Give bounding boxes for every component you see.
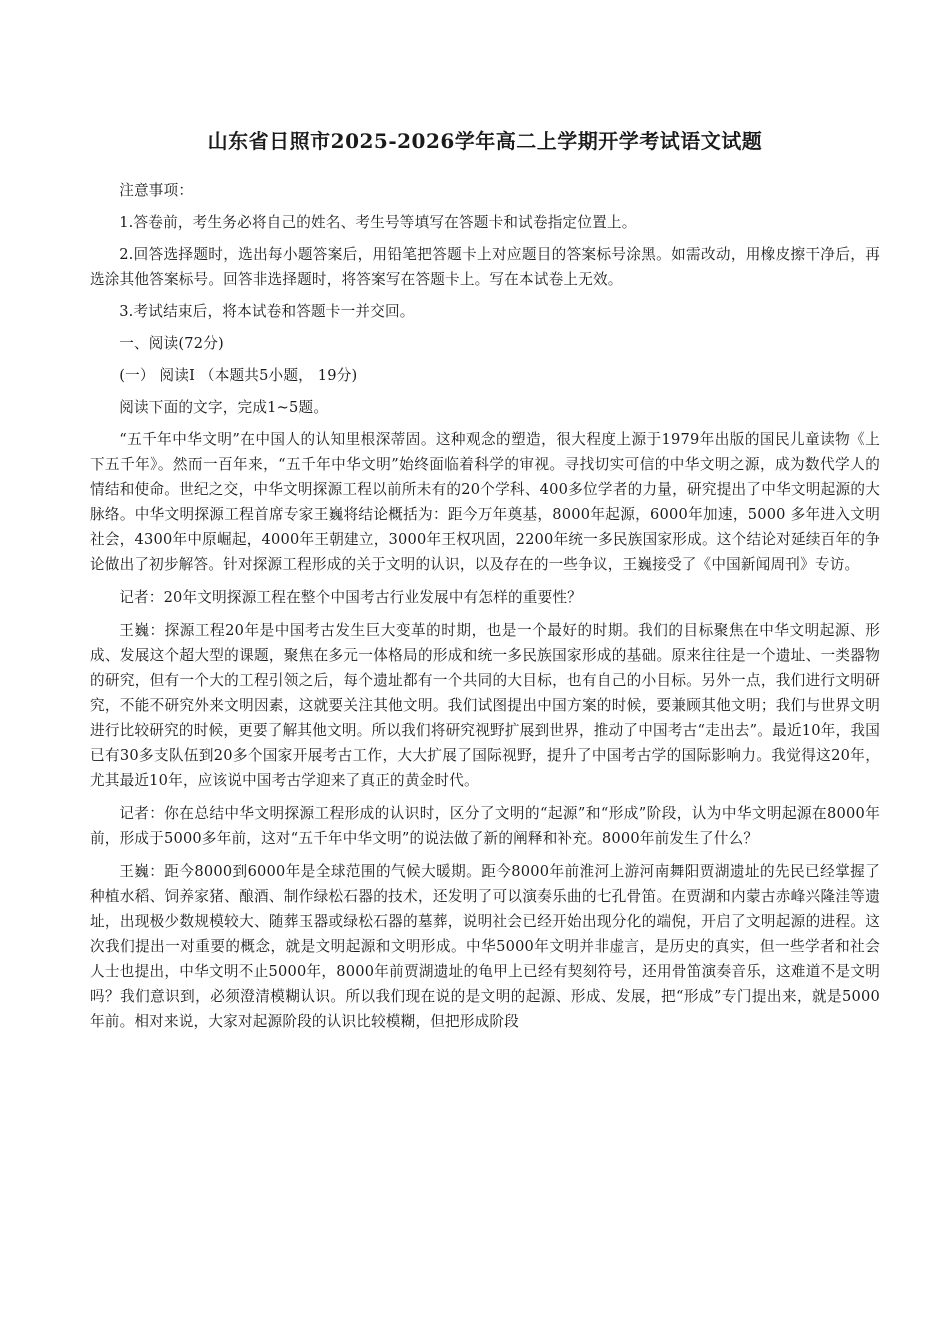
notice-item-2: 2.回答选择题时，选出每小题答案后，用铅笔把答题卡上对应题目的答案标号涂黑。如需改动，用橡皮擦干净后，再选涂其他答案标号。回答非选择题时，将答案写在答题卡上。写在本试卷上无效。 <box>90 246 880 288</box>
interview-answer: 王巍：距今8000到6000年是全球范围的气候大暖期。距今8000年前淮河上游河南舞阳贾湖遗址的先民已经掌握了种植水稻、饲养家猪、酿酒、制作绿松石器的技术，还发明了可以演奏乐曲的七孔骨笛。在贾湖和内蒙古赤峰兴隆洼等遗址，出现极少数规模较大、随葬玉器或绿松石器的墓葬，说明社会已经开始出现分化的端倪，开启了文明起源的进程。这次我们提出一对重要的概念，就是文明起源和文明形成。中华5000年文明并非虚言，是历史的真实，但一些学者和社会人士也提出，中华文明不止5000年，8000年前贾湖遗址的龟甲上已经有契刻符号，还用骨笛演奏音乐，这难道不是文明吗？我们意识到，必须澄清模糊认识。所以我们现在说的是文明的起源、形成、发展，把“形成”专门提出来，就是5000年前。相对来说，大家对起源阶段的认识比较模糊，但把形成阶段 <box>90 863 880 1030</box>
notice-heading: 注意事项： <box>119 182 194 199</box>
notice-item-1: 1.答卷前，考生务必将自己的姓名、考生号等填写在答题卡和试卷指定位置上。 <box>119 214 637 231</box>
page-title: 山东省日照市2025-2026学年高二上学期开学考试语文试题 <box>207 129 763 153</box>
section-heading: 一、阅读(72分) <box>119 335 224 352</box>
interview-answer: 王巍：探源工程20年是中国考古发生巨大变革的时期，也是一个最好的时期。我们的目标聚焦在中华文明起源、形成、发展这个超大型的课题，聚焦在多元一体格局的形成和统一多民族国家形成的基础。原来往往是一个遗址、一类器物的研究，但有一个大的工程引领之后，每个遗址都有一个共同的大目标，也有自己的小目标。另外一点，我们进行文明研究，不能不研究外来文明因素，这就要关注其他文明。我们试图提出中国方案的时候，要兼顾其他文明；我们与世界文明进行比较研究的时候，更要了解其他文明。所以我们将研究视野扩展到世界，推动了中国考古“走出去”。最近10年，我国已有30多支队伍到20多个国家开展考古工作，大大扩展了国际视野，提升了中国考古学的国际影响力。我觉得这20年，尤其最近10年，应该说中国考古学迎来了真正的黄金时代。 <box>90 622 880 789</box>
notice-item-3: 3.考试结束后，将本试卷和答题卡一并交回。 <box>119 303 415 320</box>
interview-question: 记者：你在总结中华文明探源工程形成的认识时，区分了文明的“起源”和“形成”阶段，认为中华文明起源在8000年前，形成于5000多年前，这对“五千年中华文明”的说法做了新的阐释和补充。8000年前发生了什么？ <box>90 805 880 847</box>
reading-instruction: 阅读下面的文字，完成1~5题。 <box>119 399 329 416</box>
exam-body <box>90 178 880 1042</box>
article-paragraph: “五千年中华文明”在中国人的认知里根深蒂固。这种观念的塑造，很大程度上源于1979年出版的国民儿童读物《上下五千年》。然而一百年来，“五千年中华文明”始终面临着科学的审视。寻找切实可信的中华文明之源，成为数代学人的情结和使命。世纪之交，中华文明探源工程以前所未有的20个学科、400多位学者的力量，研究提出了中华文明起源的大脉络。中华文明探源工程首席专家王巍将结论概括为：距今万年奠基，8000年起源，6000年加速，5000 多年进入文明社会，4300年中原崛起，4000年王朝建立，3000年王权巩固，2200年统一多民族国家形成。这个结论对延续百年的争论做出了初步解答。针对探源工程形成的关于文明的认识，以及存在的一些争议，王巍接受了《中国新闻周刊》专访。 <box>90 431 880 573</box>
subsection-heading: (一） 阅读Ⅰ （本题共5小题， 19分) <box>119 367 358 384</box>
interview-question: 记者：20年文明探源工程在整个中国考古行业发展中有怎样的重要性？ <box>119 589 582 606</box>
